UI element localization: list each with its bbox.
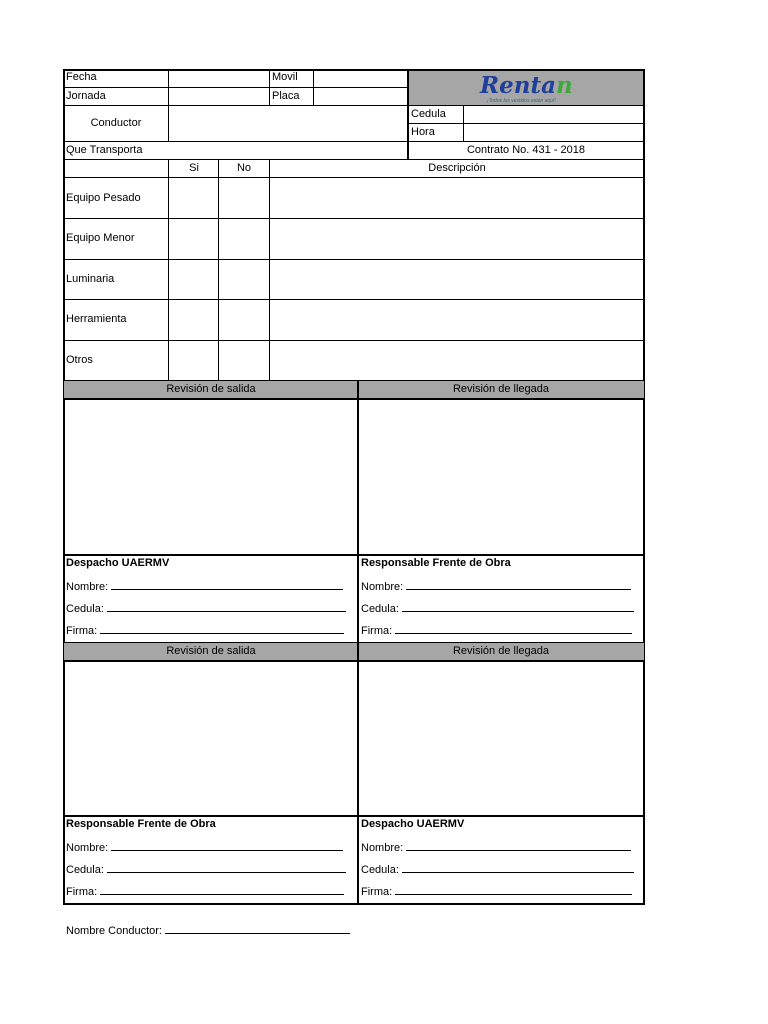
table-row-label: Equipo Pesado — [66, 192, 141, 204]
fecha-field[interactable] — [169, 70, 269, 87]
cedula-field[interactable] — [464, 106, 644, 123]
logo-tagline: ¡Todos los vestidos están aquí! — [487, 98, 556, 104]
fecha-label: Fecha — [66, 71, 97, 83]
cedula-label: Cedula: — [66, 603, 104, 615]
firma-label: Firma: — [66, 625, 98, 637]
otros-si-cell[interactable] — [169, 341, 218, 380]
logo-text-tail: n — [556, 72, 573, 99]
firma-label: Firma: — [361, 625, 393, 637]
table-row-label: Equipo Menor — [66, 232, 135, 244]
revision-salida-title: Revisión de salida — [166, 383, 256, 395]
firma-line[interactable] — [66, 624, 344, 637]
hora-label: Hora — [411, 126, 435, 138]
firma-label: Firma: — [361, 886, 393, 898]
luminaria-descripcion-cell[interactable] — [270, 260, 643, 299]
revision-llegada-area[interactable] — [359, 662, 643, 815]
revision-llegada-area[interactable] — [359, 400, 643, 554]
herramienta-no-cell[interactable] — [219, 300, 269, 340]
nombre-label: Nombre: — [66, 581, 109, 593]
placa-field[interactable] — [314, 88, 407, 105]
cedula-line[interactable] — [66, 602, 346, 615]
cedula-line[interactable] — [361, 602, 634, 615]
nombre-line[interactable] — [66, 841, 343, 854]
conductor-field[interactable] — [169, 106, 407, 141]
equipo-pesado-si-cell[interactable] — [169, 178, 218, 218]
luminaria-si-cell[interactable] — [169, 260, 218, 299]
que-transporta-label: Que Transporta — [66, 144, 143, 156]
que-transporta-field[interactable] — [169, 142, 407, 159]
cedula-label: Cedula: — [361, 603, 399, 615]
cedula-label: Cedula: — [361, 864, 399, 876]
equipo-menor-si-cell[interactable] — [169, 219, 218, 259]
nombre-conductor-line[interactable] — [66, 924, 350, 937]
luminaria-no-cell[interactable] — [219, 260, 269, 299]
revision-llegada-title: Revisión de llegada — [452, 383, 549, 395]
cedula-label: Cedula — [411, 108, 446, 120]
movil-label: Movil — [272, 71, 298, 83]
firma-line[interactable] — [361, 885, 632, 898]
revision-salida-area[interactable] — [65, 400, 357, 554]
col-si-header: Si — [189, 162, 199, 174]
equipo-pesado-descripcion-cell[interactable] — [270, 178, 643, 218]
nombre-conductor-label: Nombre Conductor: — [66, 925, 162, 937]
sign-title: Despacho UAERMV — [361, 818, 465, 830]
firma-label: Firma: — [66, 886, 98, 898]
placa-label: Placa — [272, 90, 300, 102]
col-no-header: No — [236, 162, 252, 174]
nombre-label: Nombre: — [66, 842, 109, 854]
herramienta-si-cell[interactable] — [169, 300, 218, 340]
hora-field[interactable] — [464, 124, 644, 141]
cedula-label: Cedula: — [66, 864, 104, 876]
nombre-label: Nombre: — [361, 842, 404, 854]
cedula-line[interactable] — [66, 863, 346, 876]
table-row-label: Luminaria — [66, 273, 115, 285]
jornada-field[interactable] — [169, 88, 269, 105]
nombre-line[interactable] — [361, 580, 631, 593]
nombre-line[interactable] — [361, 841, 631, 854]
sign-title: Despacho UAERMV — [66, 557, 170, 569]
firma-line[interactable] — [66, 885, 344, 898]
movil-field[interactable] — [314, 70, 407, 87]
nombre-line[interactable] — [66, 580, 343, 593]
conductor-label: Conductor — [90, 117, 142, 129]
equipo-menor-descripcion-cell[interactable] — [270, 219, 643, 259]
otros-descripcion-cell[interactable] — [270, 341, 643, 380]
firma-line[interactable] — [361, 624, 632, 637]
otros-no-cell[interactable] — [219, 341, 269, 380]
sign-title: Responsable Frente de Obra — [361, 557, 511, 569]
herramienta-descripcion-cell[interactable] — [270, 300, 643, 340]
revision-salida-title: Revisión de salida — [166, 645, 256, 657]
cedula-line[interactable] — [361, 863, 634, 876]
table-row-label: Herramienta — [66, 313, 127, 325]
logo-text-main: Renta — [480, 72, 556, 99]
nombre-label: Nombre: — [361, 581, 404, 593]
contrato-text: Contrato No. 431 - 2018 — [466, 144, 586, 156]
sign-title: Responsable Frente de Obra — [66, 818, 216, 830]
company-logo — [480, 74, 573, 97]
revision-llegada-title: Revisión de llegada — [452, 645, 549, 657]
revision-salida-area[interactable] — [65, 662, 357, 815]
col-descripcion-header: Descripción — [428, 162, 486, 174]
equipo-pesado-no-cell[interactable] — [219, 178, 269, 218]
table-row-label: Otros — [66, 354, 93, 366]
jornada-label: Jornada — [66, 90, 106, 102]
equipo-menor-no-cell[interactable] — [219, 219, 269, 259]
